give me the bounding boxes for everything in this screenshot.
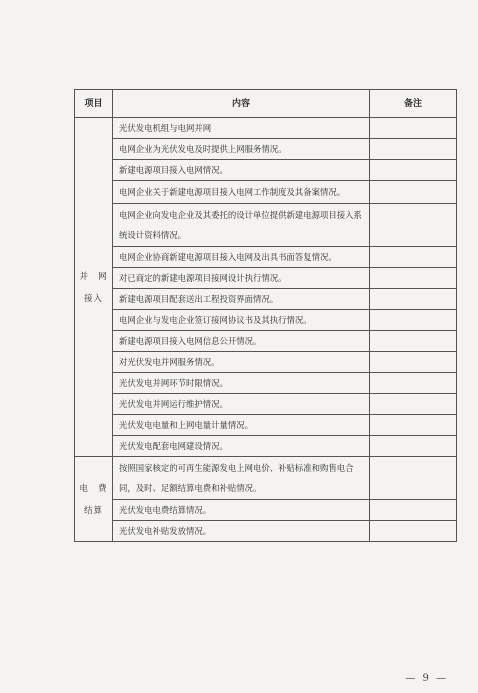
- table-cell-remark: [370, 436, 457, 457]
- table-cell-remark: [370, 118, 457, 139]
- table-cell-remark: [370, 394, 457, 415]
- table-row: [75, 331, 457, 352]
- table-cell-remark: [370, 415, 457, 436]
- table-row: [75, 500, 457, 521]
- table-cell-content: 光伏发电电费结算情况。: [113, 500, 370, 521]
- category-label-line: 接入: [84, 293, 103, 303]
- table-row: [75, 310, 457, 331]
- table-cell-remark: [370, 457, 457, 500]
- table-row: [75, 373, 457, 394]
- table-row: [75, 247, 457, 268]
- table-row: [75, 457, 457, 500]
- category-billing: [75, 457, 113, 542]
- category-grid-access: [75, 118, 113, 457]
- table-cell-remark: [370, 352, 457, 373]
- table-cell-remark: [370, 247, 457, 268]
- table-cell-remark: [370, 139, 457, 160]
- table-header-row: [75, 90, 457, 118]
- header-project: 项目: [75, 90, 113, 118]
- table-row: [75, 118, 457, 139]
- table-cell-content: 光伏发电补贴发放情况。: [113, 521, 370, 542]
- table-cell-content: 光伏发电配套电网建设情况。: [113, 436, 370, 457]
- table-cell-content: 新建电源项目接入电网信息公开情况。: [113, 331, 370, 352]
- table-cell-content: 电网企业协商新建电源项目接入电网及出具书面答复情况。: [113, 247, 370, 268]
- table-cell-content: 光伏发电并网运行维护情况。: [113, 394, 370, 415]
- table-row: [75, 139, 457, 160]
- table-cell-content: 对已商定的新建电源项目接网设计执行情况。: [113, 268, 370, 289]
- table-cell-remark: [370, 268, 457, 289]
- table-cell-remark: [370, 500, 457, 521]
- table-cell-content: 电网企业与发电企业签订接网协议书及其执行情况。: [113, 310, 370, 331]
- category-label-line: 并 网: [79, 271, 108, 281]
- header-remark: 备注: [370, 90, 457, 118]
- table-cell-content: 电网企业关于新建电源项目接入电网工作制度及其备案情况。: [113, 181, 370, 204]
- table-row: [75, 415, 457, 436]
- table-cell-content: 光伏发电电量和上网电量计量情况。: [113, 415, 370, 436]
- table-cell-content: 新建电源项目接入电网情况。: [113, 160, 370, 181]
- table-row: [75, 160, 457, 181]
- table-cell-remark: [370, 181, 457, 204]
- table-cell-remark: [370, 521, 457, 542]
- table-row: [75, 289, 457, 310]
- table-cell-remark: [370, 331, 457, 352]
- table-cell-remark: [370, 310, 457, 331]
- table-cell-content: 光伏发电机组与电网并网: [113, 118, 370, 139]
- table-row: [75, 181, 457, 204]
- table-row: [75, 352, 457, 373]
- table-body: [75, 118, 457, 542]
- table-cell-content: 光伏发电并网环节时限情况。: [113, 373, 370, 394]
- table-row: [75, 436, 457, 457]
- table-cell-remark: [370, 204, 457, 247]
- table-cell-remark: [370, 289, 457, 310]
- page-number: — 9 —: [405, 673, 448, 684]
- table-cell-content: 电网企业为光伏发电及时提供上网服务情况。: [113, 139, 370, 160]
- header-content: 内容: [113, 90, 370, 118]
- table-row: [75, 394, 457, 415]
- table-cell-content: 电网企业向发电企业及其委托的设计单位提供新建电源项目接入系统设计资料情况。: [113, 204, 370, 247]
- table-cell-content: 按照国家核定的可再生能源发电上网电价、补贴标准和购售电合同，及时、足额结算电费和补贴情况。: [113, 457, 370, 500]
- table-row: [75, 204, 457, 247]
- category-label-line: 结算: [84, 505, 103, 515]
- table-row: [75, 268, 457, 289]
- table-cell-content: 新建电源项目配套送出工程投资界面情况。: [113, 289, 370, 310]
- table-row: [75, 521, 457, 542]
- table-cell-content: 对光伏发电并网服务情况。: [113, 352, 370, 373]
- category-label-line: 电 费: [79, 483, 108, 493]
- inspection-table: [74, 89, 457, 542]
- table-cell-remark: [370, 373, 457, 394]
- table-cell-remark: [370, 160, 457, 181]
